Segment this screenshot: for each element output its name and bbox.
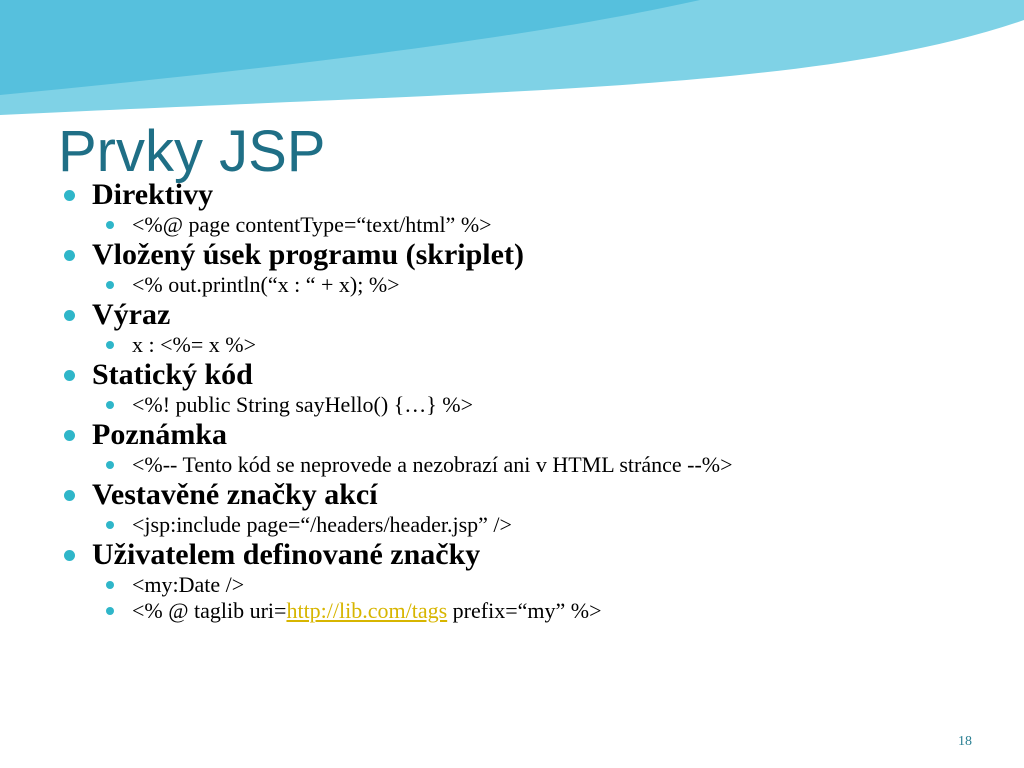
bullet-heading: Statický kód [62, 358, 1002, 392]
sub-bullet: x : <%= x %> [62, 332, 1002, 358]
header-wave-decoration [0, 0, 1024, 130]
sub-bullet: <jsp:include page=“/headers/header.jsp” /> [62, 512, 1002, 538]
sub-bullet: <%@ page contentType=“text/html” %> [62, 212, 1002, 238]
bullet-heading: Vestavěné značky akcí [62, 478, 1002, 512]
sub-bullet: <%! public String sayHello() {…} %> [62, 392, 1002, 418]
bullet-heading: Direktivy [62, 178, 1002, 212]
page-number: 18 [958, 734, 972, 749]
bullet-list [62, 178, 1002, 624]
taglib-link[interactable]: http://lib.com/tags [286, 598, 448, 623]
bullet-heading: Výraz [62, 298, 1002, 332]
bullet-heading: Poznámka [62, 418, 1002, 452]
sub-bullet: <%-- Tento kód se neprovede a nezobrazí ani v HTML stránce --%> [62, 452, 1002, 478]
slide-title: Prvky JSP [58, 119, 326, 184]
bullet-heading: Uživatelem definované značky [62, 538, 1002, 572]
sub-bullet: <% out.println(“x : “ + x); %> [62, 272, 1002, 298]
sub-bullet-link: <% @ taglib uri=http://lib.com/tags prefix=“my” %> [62, 598, 1002, 624]
sub-bullet: <my:Date /> [62, 572, 1002, 598]
bullet-heading: Vložený úsek programu (skriplet) [62, 238, 1002, 272]
